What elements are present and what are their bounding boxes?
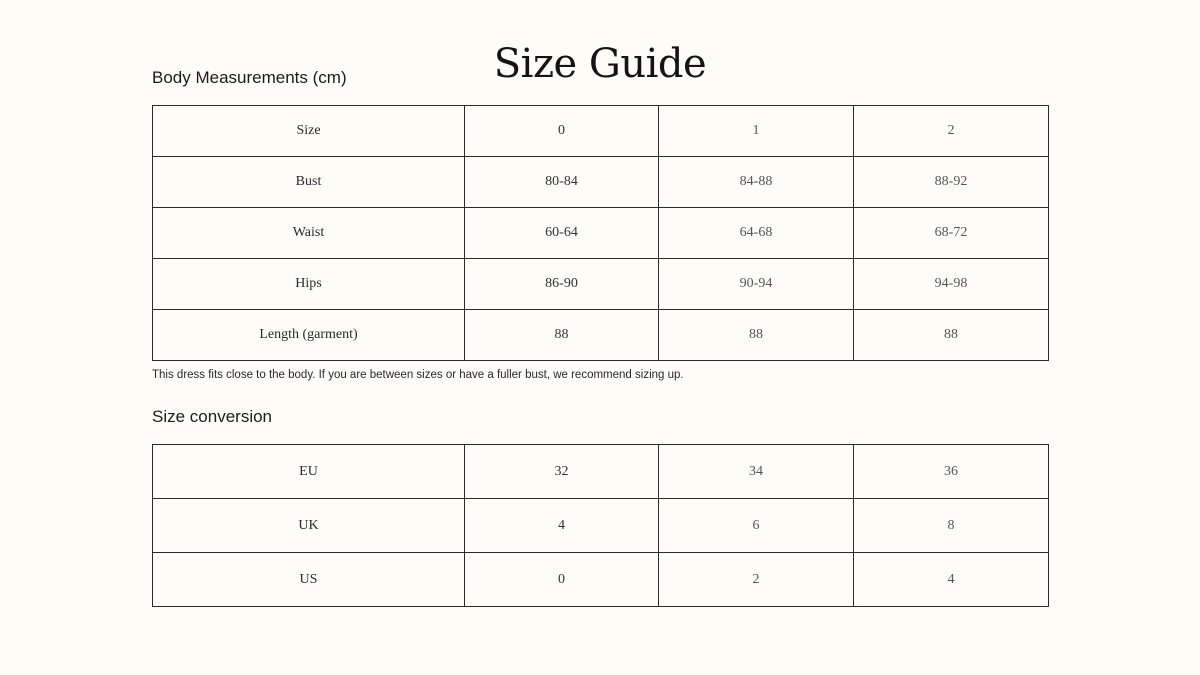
table-cell: 88-92 — [854, 157, 1049, 208]
table-cell: 34 — [659, 445, 854, 499]
table-cell: 60-64 — [465, 208, 659, 259]
table-row — [153, 106, 1049, 157]
table-cell: 6 — [659, 499, 854, 553]
table-cell: 84-88 — [659, 157, 854, 208]
table-cell: 88 — [854, 310, 1049, 361]
row-label-hips: Hips — [153, 259, 465, 310]
table-cell: 68-72 — [854, 208, 1049, 259]
table-cell: 90-94 — [659, 259, 854, 310]
size-conversion-heading: Size conversion — [152, 407, 273, 426]
table-cell: 8 — [854, 499, 1049, 553]
table-cell: 0 — [465, 553, 659, 607]
table-row — [153, 157, 1049, 208]
row-label-size: Size — [153, 106, 465, 157]
size-conversion-table — [152, 444, 1049, 607]
row-label-uk: UK — [153, 499, 465, 553]
row-label-us: US — [153, 553, 465, 607]
table-cell: 86-90 — [465, 259, 659, 310]
page-title: Size Guide — [493, 41, 707, 87]
row-label-eu: EU — [153, 445, 465, 499]
table-cell: 2 — [854, 106, 1049, 157]
table-cell: 64-68 — [659, 208, 854, 259]
table-cell: 32 — [465, 445, 659, 499]
table-cell: 4 — [854, 553, 1049, 607]
table-row — [153, 553, 1049, 607]
row-label-length: Length (garment) — [153, 310, 465, 361]
table-cell: 88 — [465, 310, 659, 361]
table-row — [153, 310, 1049, 361]
table-row — [153, 445, 1049, 499]
row-label-bust: Bust — [153, 157, 465, 208]
table-cell: 4 — [465, 499, 659, 553]
body-measurements-table — [152, 105, 1049, 361]
table-cell: 0 — [465, 106, 659, 157]
table-cell: 88 — [659, 310, 854, 361]
body-measurements-heading: Body Measurements (cm) — [152, 68, 347, 87]
table-cell: 80-84 — [465, 157, 659, 208]
table-cell: 94-98 — [854, 259, 1049, 310]
table-cell: 2 — [659, 553, 854, 607]
table-row — [153, 499, 1049, 553]
table-cell: 1 — [659, 106, 854, 157]
table-row — [153, 208, 1049, 259]
row-label-waist: Waist — [153, 208, 465, 259]
table-cell: 36 — [854, 445, 1049, 499]
fit-note: This dress fits close to the body. If you are between sizes or have a fuller bust, we recommend sizing up. — [152, 369, 684, 381]
table-row — [153, 259, 1049, 310]
